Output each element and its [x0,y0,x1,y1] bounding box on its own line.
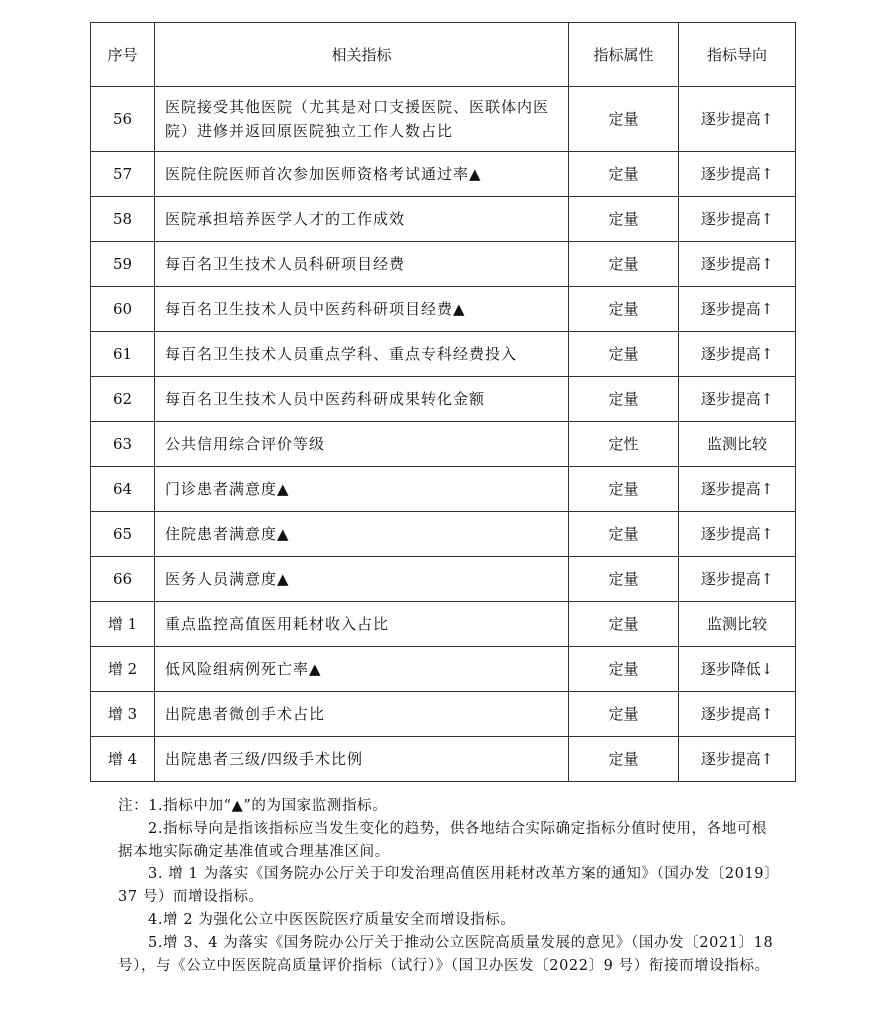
table-row [91,737,796,782]
row-attribute: 定性 [569,422,679,467]
row-serial-no: 66 [91,557,155,602]
row-direction: 逐步提高↑ [679,377,796,422]
row-indicator-name: 医院承担培养医学人才的工作成效 [155,197,569,242]
row-indicator-name: 每百名卫生技术人员中医药科研成果转化金额 [155,377,569,422]
note-4: 4.增 2 为强化公立中医医院医疗质量安全而增设指标。 [148,911,516,928]
row-indicator-name: 医院接受其他医院（尤其是对口支援医院、医联体内医院）进修并返回原医院独立工作人数占比 [155,87,569,152]
row-attribute: 定量 [569,602,679,647]
row-indicator-name: 重点监控高值医用耗材收入占比 [155,602,569,647]
row-direction: 逐步提高↑ [679,692,796,737]
row-indicator-name: 每百名卫生技术人员科研项目经费 [155,242,569,287]
table-row [91,467,796,512]
row-direction: 监测比较 [679,602,796,647]
row-serial-no: 63 [91,422,155,467]
row-direction: 逐步提高↑ [679,152,796,197]
table-row [91,377,796,422]
row-direction: 监测比较 [679,422,796,467]
row-attribute: 定量 [569,377,679,422]
table-header-row [91,23,796,87]
row-indicator-name: 出院患者三级/四级手术比例 [155,737,569,782]
header-attribute: 指标属性 [569,23,679,87]
note-2: 2.指标导向是指该指标应当发生变化的趋势，供各地结合实际确定指标分值时使用，各地可根据本地实际确定基准值或合理基准区间。 [118,820,768,860]
row-direction: 逐步提高↑ [679,737,796,782]
row-indicator-name: 低风险组病例死亡率▲ [155,647,569,692]
row-serial-no: 65 [91,512,155,557]
row-indicator-name: 医务人员满意度▲ [155,557,569,602]
row-serial-no: 增 3 [91,692,155,737]
row-attribute: 定量 [569,737,679,782]
row-serial-no: 增 4 [91,737,155,782]
table-row [91,557,796,602]
row-indicator-name: 每百名卫生技术人员中医药科研项目经费▲ [155,287,569,332]
row-indicator-name: 每百名卫生技术人员重点学科、重点专科经费投入 [155,332,569,377]
table-row [91,422,796,467]
row-serial-no: 59 [91,242,155,287]
note-5: 5.增 3、4 为落实《国务院办公厅关于推动公立医院高质量发展的意见》（国办发〔2021〕18 号），与《公立中医医院高质量评价指标（试行）》（国卫办医发〔2022〕9 号）衔接而增设指标。 [118,934,774,974]
row-direction: 逐步提高↑ [679,512,796,557]
row-direction: 逐步提高↑ [679,332,796,377]
table-row [91,512,796,557]
row-indicator-name: 公共信用综合评价等级 [155,422,569,467]
row-indicator-name: 出院患者微创手术占比 [155,692,569,737]
note-3: 3. 增 1 为落实《国务院办公厅关于印发治理高值医用耗材改革方案的通知》（国办发〔2019〕37 号）而增设指标。 [118,866,772,906]
row-serial-no: 62 [91,377,155,422]
note-1: 注：1.指标中加“▲”的为国家监测指标。 [118,798,388,814]
row-direction: 逐步提高↑ [679,87,796,152]
row-attribute: 定量 [569,467,679,512]
row-serial-no: 61 [91,332,155,377]
table-row [91,602,796,647]
row-direction: 逐步提高↑ [679,242,796,287]
row-attribute: 定量 [569,287,679,332]
row-attribute: 定量 [569,242,679,287]
table-row [91,692,796,737]
table-row [91,242,796,287]
indicator-table [90,22,796,782]
row-attribute: 定量 [569,332,679,377]
row-serial-no: 60 [91,287,155,332]
table-row [91,287,796,332]
row-serial-no: 57 [91,152,155,197]
row-attribute: 定量 [569,557,679,602]
table-row [91,332,796,377]
row-serial-no: 增 1 [91,602,155,647]
row-direction: 逐步提高↑ [679,287,796,332]
table-row [91,197,796,242]
row-serial-no: 增 2 [91,647,155,692]
row-serial-no: 56 [91,87,155,152]
row-indicator-name: 门诊患者满意度▲ [155,467,569,512]
row-serial-no: 64 [91,467,155,512]
header-serial-no: 序号 [91,23,155,87]
row-direction: 逐步提高↑ [679,197,796,242]
row-attribute: 定量 [569,512,679,557]
row-indicator-name: 医院住院医师首次参加医师资格考试通过率▲ [155,152,569,197]
row-direction: 逐步降低↓ [679,647,796,692]
row-attribute: 定量 [569,692,679,737]
row-direction: 逐步提高↑ [679,467,796,512]
notes-section [118,795,778,977]
header-direction: 指标导向 [679,23,796,87]
row-indicator-name: 住院患者满意度▲ [155,512,569,557]
row-serial-no: 58 [91,197,155,242]
row-attribute: 定量 [569,87,679,152]
table-row [91,87,796,152]
table-row [91,647,796,692]
row-attribute: 定量 [569,152,679,197]
row-attribute: 定量 [569,197,679,242]
row-direction: 逐步提高↑ [679,557,796,602]
table-row [91,152,796,197]
row-attribute: 定量 [569,647,679,692]
header-indicator: 相关指标 [155,23,569,87]
